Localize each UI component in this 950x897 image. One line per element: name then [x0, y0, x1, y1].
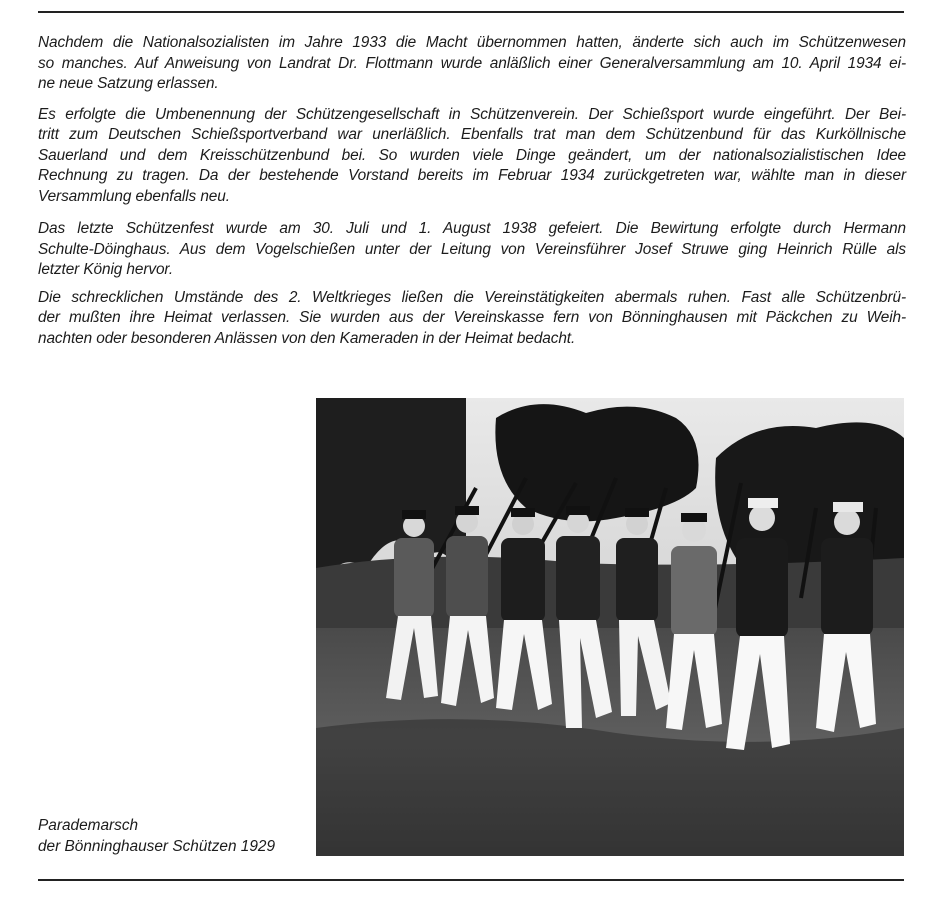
caption-line-1: Parademarsch: [38, 817, 139, 834]
paragraph-4: [38, 288, 906, 350]
text-line: Versammlung ebenfalls neu.: [38, 187, 230, 205]
paragraph-1: [38, 33, 906, 95]
text-line: Die schrecklichen Umstände des 2. Weltkrieges ließen die Vereinstätigkeiten abermals ruhen. Fast alle Schützenbrü-: [38, 288, 906, 306]
text-line: ne neue Satzung erlassen.: [38, 75, 219, 92]
paragraph-3: [38, 219, 906, 281]
paragraph-2: [38, 105, 906, 208]
top-rule: [38, 11, 904, 13]
caption-line-2: der Bönninghauser Schützen 1929: [38, 838, 276, 855]
text-line: tritt zum Deutschen Schießsportverband war unerläßlich. Ebenfalls trat man dem Schützenbund für das Kurköllnische: [38, 126, 906, 143]
article-text: [38, 33, 906, 349]
text-line: nachten oder besonderen Anlässen von den Kameraden in der Heimat bedacht.: [38, 329, 576, 347]
text-line: der mußten ihre Heimat verlassen. Sie wurden aus der Vereinskasse fern von Bönninghausen mit Päckchen zu Weih-: [38, 309, 906, 326]
text-line: Nachdem die Nationalsozialisten im Jahre 1933 die Macht übernommen hatten, änderte sich auch im Schützenwesen: [38, 34, 906, 51]
bottom-rule: [38, 879, 904, 881]
text-line: Schulte-Döinghaus. Aus dem Vogelschießen unter der Leitung von Vereinsführer Josef Struwe ging Heinrich Rülle als: [38, 240, 906, 258]
text-line: Das letzte Schützenfest wurde am 30. Juli und 1. August 1938 gefeiert. Die Bewirtung erfolgte durch Hermann: [38, 220, 906, 237]
photo-caption: [38, 815, 275, 857]
text-line: Rechnung zu tragen. Da der bestehende Vorstand bereits im Februar 1934 zurückgetreten war, wählte man in dieser: [38, 167, 906, 184]
text-line: Es erfolgte die Umbenennung der Schützengesellschaft in Schützenverein. Der Schießsport wurde eingeführt. Der Bei-: [38, 105, 906, 123]
text-line: Sauerland und dem Kreisschützenbund bei. So wurden viele Dinge geändert, um der nationalsozialistischen Idee: [38, 146, 906, 164]
parade-photo: [316, 398, 904, 856]
text-line: so manches. Auf Anweisung von Landrat Dr. Flottmann wurde anläßlich einer Generalversammlung am 10. April 1934 ei-: [38, 54, 906, 72]
text-line: letzter König hervor.: [38, 261, 174, 278]
